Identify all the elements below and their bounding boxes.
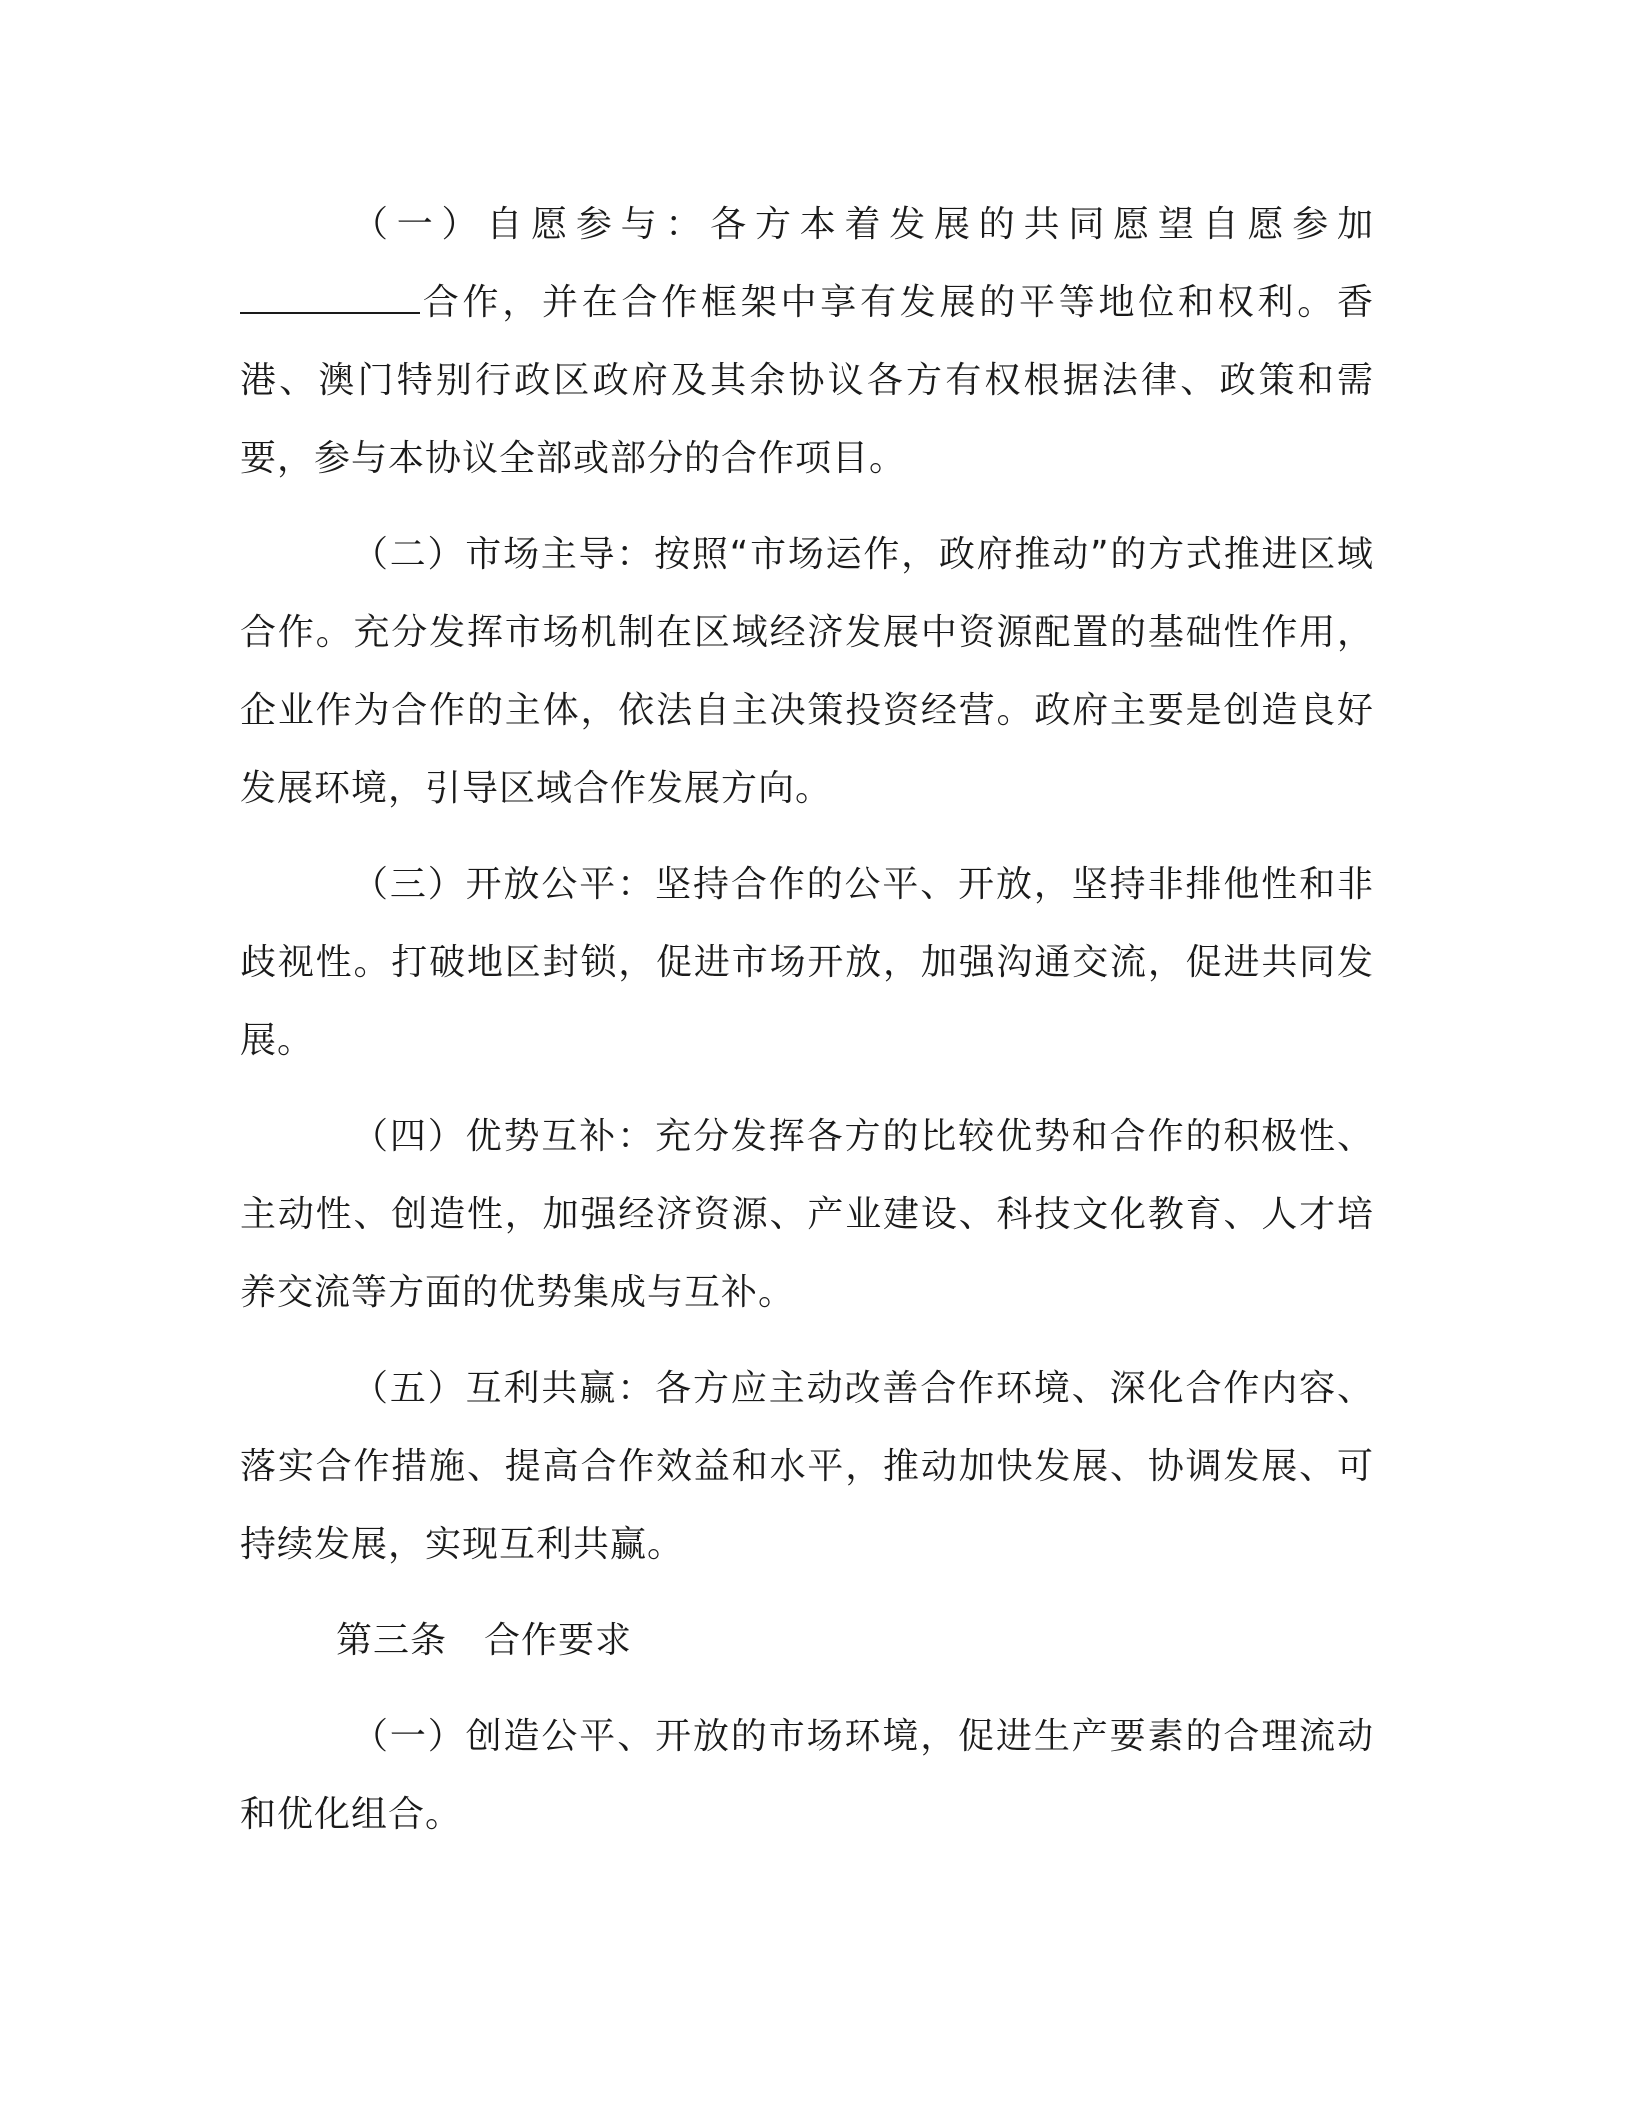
- paragraph-gap: [240, 1584, 1374, 1602]
- paragraph-gap: [240, 828, 1374, 846]
- paragraph-gap: [240, 1332, 1374, 1350]
- paragraph-market-led: （二）市场主导：按照“市场运作，政府推动”的方式推进区域合作。充分发挥市场机制在区域经济发展中资源配置的基础性作用，企业作为合作的主体，依法自主决策投资经营。政府主要是创造良好发展环境，引导区域合作发展方向。: [240, 534, 1374, 809]
- paragraph-gap: [240, 1080, 1374, 1098]
- paragraph-text: 合作，并在合作框架中享有发展的平等地位和权利。香港、澳门特别行政区政府及其余协议各方有权根据法律、政策和需要，参与本协议全部或部分的合作项目。: [240, 282, 1374, 479]
- paragraph-gap: [240, 498, 1374, 516]
- paragraph-mutual-benefit: （五）互利共赢：各方应主动改善合作环境、深化合作内容、落实合作措施、提高合作效益和水平，推动加快发展、协调发展、可持续发展，实现互利共赢。: [240, 1368, 1374, 1565]
- paragraph-market-environment: （一）创造公平、开放的市场环境，促进生产要素的合理流动和优化组合。: [240, 1716, 1374, 1835]
- article-heading: 第三条 合作要求: [336, 1620, 633, 1661]
- paragraph-gap: [240, 1680, 1374, 1698]
- document-body: [240, 186, 1374, 1854]
- fill-in-blank: [240, 282, 420, 314]
- paragraph-text: （一）自愿参与：各方本着发展的共同愿望自愿参加: [352, 204, 1374, 245]
- paragraph-voluntary-participation: [240, 186, 1374, 498]
- paragraph-open-fair: （三）开放公平：坚持合作的公平、开放，坚持非排他性和非歧视性。打破地区封锁，促进市场开放，加强沟通交流，促进共同发展。: [240, 864, 1374, 1061]
- paragraph-complementary-advantages: （四）优势互补：充分发挥各方的比较优势和合作的积极性、主动性、创造性，加强经济资源、产业建设、科技文化教育、人才培养交流等方面的优势集成与互补。: [240, 1116, 1374, 1313]
